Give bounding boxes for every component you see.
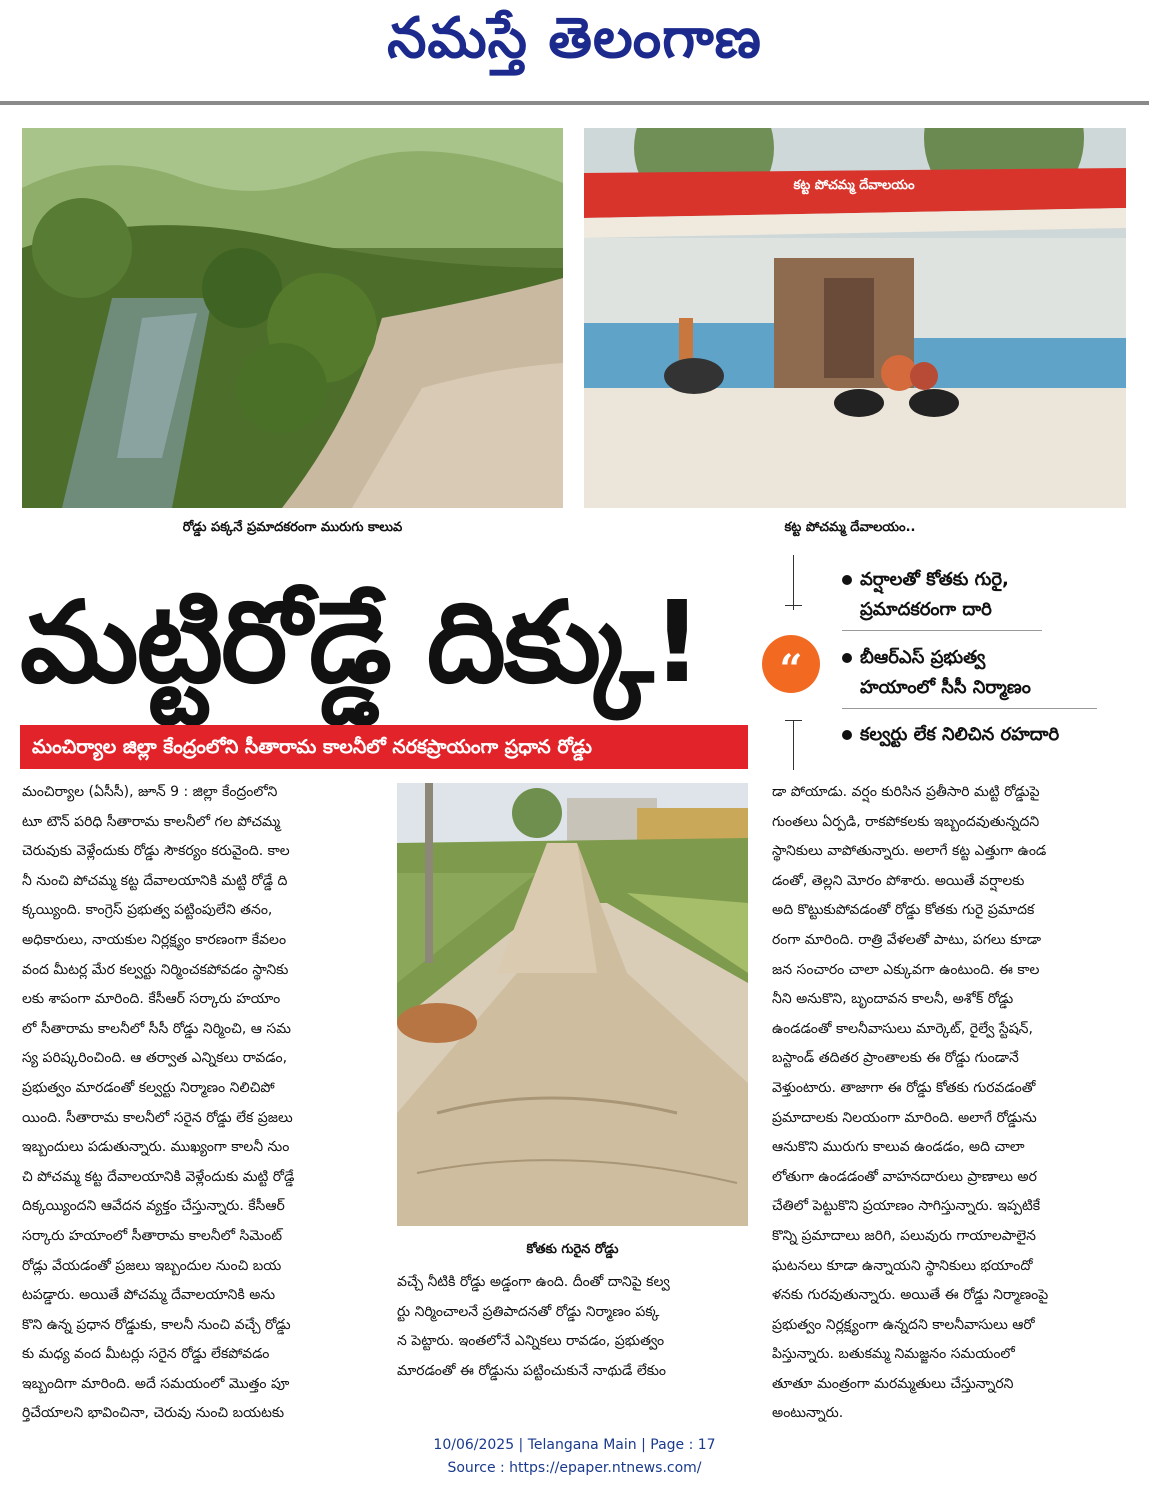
article-line: ఘటనలు కూడా ఉన్నాయని స్థానికులు భయాందో bbox=[772, 1257, 1033, 1274]
article-line: గుంతలు ఏర్పడి, రాకపోకలకు ఇబ్బందవుతున్నదని bbox=[772, 813, 1040, 830]
highlight-divider-top bbox=[793, 555, 794, 610]
article-line: ర్టు నిర్మించాలనే ప్రతిపాదనతో రోడ్డు నిర్మాణం పక్క bbox=[397, 1303, 660, 1320]
article-line: వచ్చే నీటికి రోడ్డు అడ్డంగా ఉంది. దీంతో దానిపై కల్వ bbox=[397, 1274, 670, 1290]
photo-drain-caption: రోడ్డు పక్కనే ప్రమాదకరంగా మురుగు కాలువ bbox=[182, 520, 403, 535]
article-line: మంచిర్యాల (ఏసీసీ), జూన్‌ 9 : జిల్లా కేంద్రంలోని bbox=[22, 784, 278, 800]
article-column-1 bbox=[22, 778, 377, 1429]
article-column-3 bbox=[772, 778, 1127, 1429]
article-line: ఉండడంతో కాలనీవాసులు మార్కెట్‌, రైల్వే స్టేషన్‌, bbox=[772, 1020, 1033, 1037]
newspaper-logo: నమస్తే తెలంగాణ bbox=[387, 6, 762, 71]
bullet-icon bbox=[842, 730, 852, 740]
article-line: బస్టాండ్‌ తదితర ప్రాంతాలకు ఈ రోడ్డు గుండానే bbox=[772, 1050, 1019, 1067]
article-line: టపడ్డారు. అయితే పోచమ్మ దేవాలయానికి అను bbox=[22, 1287, 276, 1304]
bullet-icon bbox=[842, 653, 852, 663]
article-line: ప్రభుత్వం మారడంతో కల్వర్టు నిర్మాణం నిలిచిపో bbox=[22, 1079, 275, 1096]
highlight-underline-1 bbox=[842, 630, 1042, 631]
photo-temple bbox=[584, 128, 1126, 508]
article-line: స్థానికులు వాపోతున్నారు. అలాగే కట్ట ఎత్తుగా ఉండ bbox=[772, 843, 1047, 860]
article-line: అధికారులు, నాయకుల నిర్లక్ష్యం కారణంగా కేవలం bbox=[22, 931, 287, 948]
article-line: జన సంచారం చాలా ఎక్కువగా ఉంటుంది. ఈ కాల bbox=[772, 961, 1040, 978]
article-line: అంటున్నారు. bbox=[772, 1405, 844, 1422]
article-line: ర్తిచేయాలని భావించినా, చెరువు నుంచి బయటకు bbox=[22, 1405, 285, 1422]
temple-sign-text: కట్ట పోచమ్మ దేవాలయం bbox=[793, 178, 915, 193]
article-line: వంద మీటర్ల మేర కల్వర్టు నిర్మించకపోవడం స్థానికు bbox=[22, 961, 289, 978]
photo-eroded-road-caption: కోతకు గురైన రోడ్డు bbox=[526, 1242, 619, 1257]
article-line: కొన్ని ప్రమాదాలు జరిగి, పలువురు గాయాలపాలైన bbox=[772, 1227, 1036, 1244]
article-line: టూ టౌన్‌ పరిధి సీతారామ కాలనీలో గల పోచమ్మ bbox=[22, 813, 281, 830]
article-line: రోడ్లు వేయడంతో ప్రజలు ఇబ్బందుల నుంచి బయ bbox=[22, 1257, 282, 1274]
photo-drain bbox=[22, 128, 563, 508]
article-line: మారడంతో ఈ రోడ్డును పట్టించుకునే నాథుడే లేకుం bbox=[397, 1362, 667, 1379]
highlight-divider-bottom bbox=[793, 720, 794, 770]
article-line: న పెట్టారు. ఇంతలోనే ఎన్నికలు రావడం, ప్రభుత్వం bbox=[397, 1333, 665, 1350]
article-line: పిస్తున్నారు. బతుకమ్మ నిమజ్జనం సమయంలో bbox=[772, 1346, 1015, 1363]
article-line: ఇబ్బందిగా మారింది. అదే సమయంలో మొత్తం పూ bbox=[22, 1375, 290, 1392]
article-line: డంతో, తెల్లని మోరం పోశారు. అయితే వర్షాలకు bbox=[772, 872, 1025, 889]
article-line: కు మధ్య వంద మీటర్లు సరైన రోడ్డు లేకపోవడం bbox=[22, 1346, 270, 1363]
article-line: యింది. సీతారామ కాలనీలో సరైన రోడ్డు లేక ప్రజలు bbox=[22, 1109, 293, 1126]
masthead bbox=[0, 0, 1149, 102]
bullet-icon bbox=[842, 575, 852, 585]
article-line: లకు శాపంగా మారింది. కేసీఆర్‌ సర్కారు హయాం bbox=[22, 991, 281, 1008]
article-line: చేతిలో పెట్టుకొని ప్రయాణం సాగిస్తున్నారు. ఇప్పటికే bbox=[772, 1198, 1041, 1215]
article-line: సర్కారు హయాంలో సీతారామ కాలనీలో సిమెంట్‌ bbox=[22, 1227, 282, 1244]
article-line: వెళ్తుంటారు. తాజాగా ఈ రోడ్డు కోతకు గురవడంతో bbox=[772, 1079, 1036, 1096]
masthead-divider bbox=[0, 101, 1149, 105]
article-line: అది కొట్టుకుపోవడంతో రోడ్డు కోతకు గురై ప్రమాదక bbox=[772, 902, 1035, 919]
article-line: తూతూ మంత్రంగా మరమ్మతులు చేస్తున్నారని bbox=[772, 1375, 1014, 1392]
article-line: ళనకు గురవుతున్నారు. అయితే ఈ రోడ్డు నిర్మాణంపై bbox=[772, 1287, 1049, 1304]
highlight-item-2: బీఆర్‌ఎస్‌ ప్రభుత్వ హయాంలో సీసీ నిర్మాణం bbox=[842, 643, 1031, 703]
highlight-tick-bottom bbox=[785, 720, 802, 721]
article-line: నీని అనుకొని, బృందావన కాలనీ, అశోక్‌ రోడ్డు bbox=[772, 991, 1014, 1008]
highlight-item-3: కల్వర్టు లేక నిలిచిన రహదారి bbox=[842, 720, 1059, 750]
article-line: స్య పరిష్కరించింది. ఆ తర్వాత ఎన్నికలు రావడం, bbox=[22, 1050, 288, 1067]
photo-temple-caption: కట్ట పోచమ్మ దేవాలయం.. bbox=[784, 520, 916, 535]
article-column-2 bbox=[397, 1268, 752, 1386]
article-line: నీ నుంచి పోచమ్మ కట్ట దేవాలయానికి మట్టి రోడ్డే ది bbox=[22, 872, 288, 889]
article-line: ప్రమాదాలకు నిలయంగా మారింది. అలాగే రోడ్డును bbox=[772, 1109, 1037, 1126]
article-line: క్కయ్యింది. కాంగ్రెస్‌ ప్రభుత్వ పట్టింపులేని తనం, bbox=[22, 902, 273, 919]
article-line: కొని ఉన్న ప్రధాన రోడ్డుకు, కాలనీ నుంచి వచ్చే రోడ్డు bbox=[22, 1316, 291, 1333]
article-line: ప్రభుత్వం నిర్లక్ష్యంగా ఉన్నదని కాలనీవాసులు ఆరో bbox=[772, 1316, 1035, 1333]
highlight-tick-top bbox=[785, 605, 802, 606]
highlight-item-1: వర్షాలతో కోతకు గురై, ప్రమాదకరంగా దారి bbox=[842, 565, 1009, 625]
article-line: చెరువుకు వెళ్లేందుకు రోడ్డు సౌకర్యం కరువైంది. కాల bbox=[22, 843, 290, 860]
kicker-bar: మంచిర్యాల జిల్లా కేంద్రంలోని సీతారామ కాలనీలో నరకప్రాయంగా ప్రధాన రోడ్డు bbox=[20, 725, 748, 769]
article-line: లో సీతారామ కాలనీలో సీసీ రోడ్డు నిర్మించి, ఆ సమ bbox=[22, 1020, 291, 1037]
article-line: డా పోయాడు. వర్షం కురిసిన ప్రతీసారి మట్టి రోడ్డుపై bbox=[772, 784, 1040, 800]
quote-icon: “ bbox=[762, 635, 820, 693]
highlight-underline-2 bbox=[842, 708, 1097, 709]
article-line: లోతుగా ఉండడంతో వాహనదారులు ప్రాణాలు అర bbox=[772, 1168, 1037, 1185]
article-line: రంగా మారింది. రాత్రి వేళలతో పాటు, పగలు కూడా bbox=[772, 931, 1042, 948]
footer-date-page: 10/06/2025 | Telangana Main | Page : 17 bbox=[433, 1437, 716, 1453]
headline: మట్టిరోడ్డే దిక్కు! bbox=[20, 578, 701, 708]
footer-source: Source : https://epaper.ntnews.com/ bbox=[447, 1460, 702, 1476]
article-line: చి పోచమ్మ కట్ట దేవాలయానికి వెళ్లేందుకు మట్టి రోడ్డే bbox=[22, 1168, 295, 1185]
article-line: దిక్కయ్యిందని ఆవేదన వ్యక్తం చేస్తున్నారు. కేసీఆర్‌ bbox=[22, 1198, 285, 1215]
article-line: ఆనుకొని మురుగు కాలువ ఉండడం, అది చాలా bbox=[772, 1139, 1025, 1156]
photo-eroded-road bbox=[397, 783, 748, 1226]
article-line: ఇబ్బందులు పడుతున్నారు. ముఖ్యంగా కాలనీ నుం bbox=[22, 1139, 290, 1156]
